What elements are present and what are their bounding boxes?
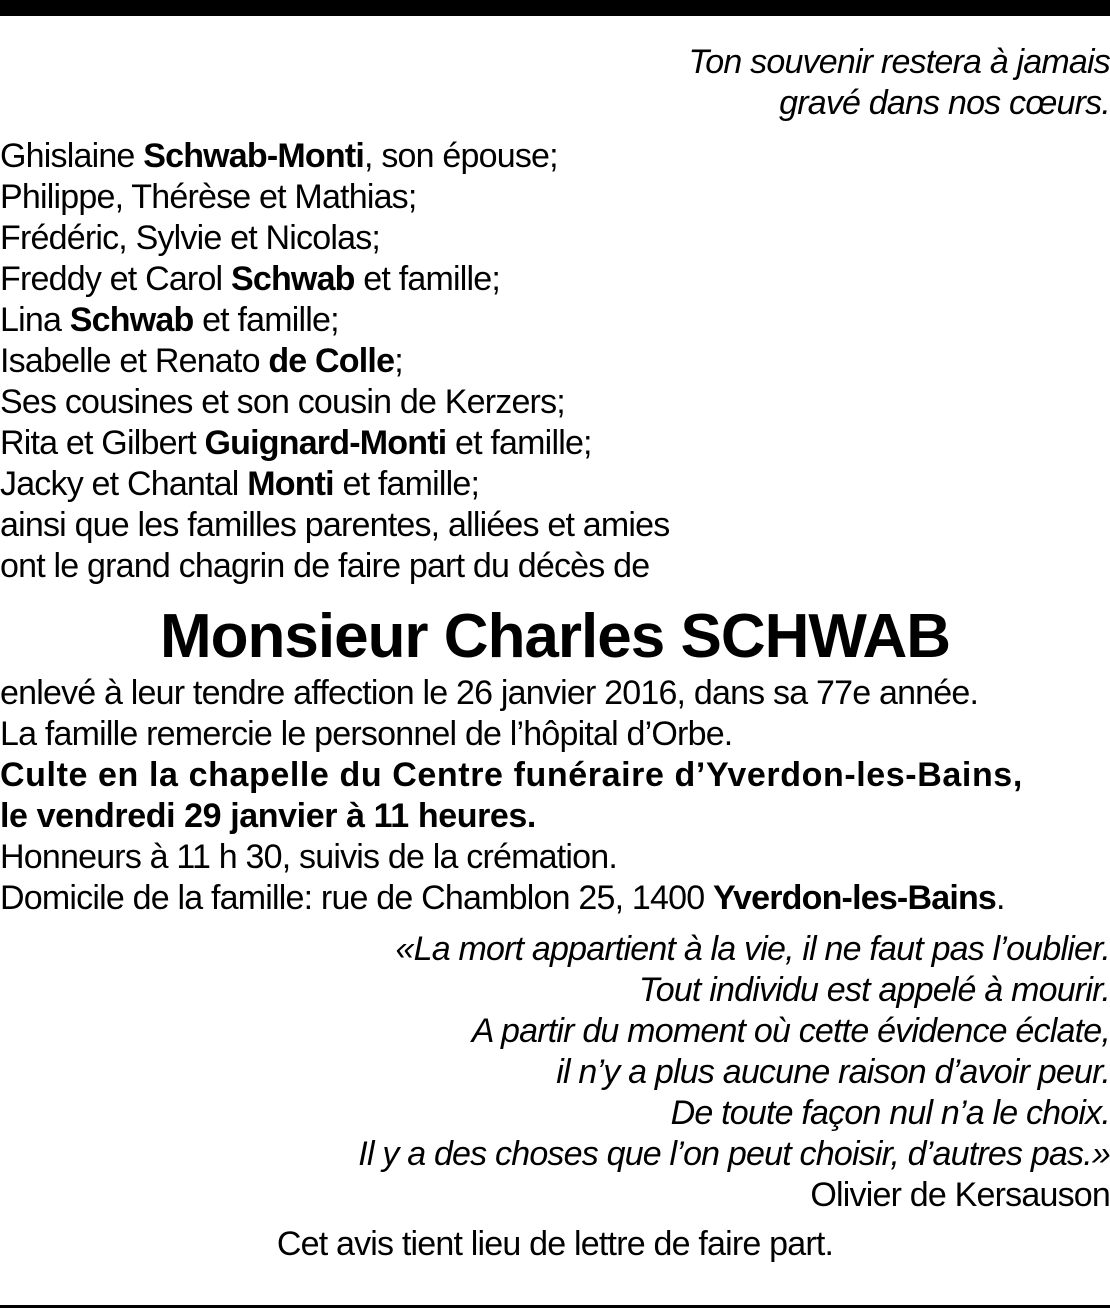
quote-line: Il y a des choses que l’on peut choisir, d’autres pas.» xyxy=(358,1135,1110,1173)
epigraph-line: Ton souvenir restera à jamais xyxy=(688,43,1110,81)
address-line xyxy=(0,878,1110,919)
family-surname: Schwab-Monti xyxy=(143,137,365,175)
quote-line: A partir du moment où cette évidence éclate, xyxy=(471,1012,1110,1050)
quote-line: il n’y a plus aucune raison d’avoir peur. xyxy=(556,1053,1110,1091)
family-line xyxy=(0,136,1110,177)
bottom-rule xyxy=(0,1305,1110,1308)
details xyxy=(0,673,1110,919)
address-text: Domicile de la famille: rue de Chamblon 25, 1400 xyxy=(0,879,713,917)
family-line xyxy=(0,505,1110,546)
quote-line: «La mort appartient à la vie, il ne faut pas l’oublier. xyxy=(395,930,1110,968)
family-line xyxy=(0,464,1110,505)
deceased-name: Monsieur Charles SCHWAB xyxy=(159,602,951,671)
family-text: Frédéric, Sylvie et Nicolas; xyxy=(0,219,381,257)
top-rule xyxy=(0,0,1110,16)
family-line xyxy=(0,382,1110,423)
family-surname: Monti xyxy=(247,465,334,503)
family-text: Ghislaine xyxy=(0,137,144,175)
family-text: Isabelle et Renato xyxy=(0,342,269,380)
family-line xyxy=(0,218,1110,259)
family-text: Philippe, Thérèse et Mathias; xyxy=(0,178,417,216)
family-text: Rita et Gilbert xyxy=(0,424,205,462)
family-text: Jacky et Chantal xyxy=(0,465,248,503)
details-line: La famille remercie le personnel de l’hôpital d’Orbe. xyxy=(0,715,733,753)
epigraph xyxy=(0,42,1110,124)
quote-author: Olivier de Kersauson xyxy=(810,1176,1110,1214)
quote xyxy=(0,929,1110,1175)
quote-line: De toute façon nul n’a le choix. xyxy=(670,1094,1110,1132)
details-line: enlevé à leur tendre affection le 26 janvier 2016, dans sa 77e année. xyxy=(0,674,979,712)
family-text: ont le grand chagrin de faire part du décès de xyxy=(0,547,650,585)
family-surname: Guignard-Monti xyxy=(204,424,447,462)
family-line xyxy=(0,300,1110,341)
family-text: et famille; xyxy=(193,301,339,339)
family-text: et famille; xyxy=(446,424,592,462)
family-line xyxy=(0,259,1110,300)
family-line xyxy=(0,423,1110,464)
family-surname: Schwab xyxy=(69,301,194,339)
family-line xyxy=(0,341,1110,382)
family-text: , son épouse; xyxy=(364,137,558,175)
family-text: Ses cousines et son cousin de Kerzers; xyxy=(0,383,565,421)
family-text: et famille; xyxy=(333,465,480,503)
quote-line: Tout individu est appelé à mourir. xyxy=(638,971,1110,1009)
family-line xyxy=(0,177,1110,218)
family-text: ; xyxy=(394,342,403,380)
family-text: ainsi que les familles parentes, alliées et amies xyxy=(0,506,670,544)
service-line: Culte en la chapelle du Centre funéraire d’Yverdon-les-Bains, xyxy=(0,756,1023,794)
family-surname: Schwab xyxy=(230,260,355,298)
obituary-notice xyxy=(0,42,1110,1265)
family-text: Freddy et Carol xyxy=(0,260,231,298)
service-line: le vendredi 29 janvier à 11 heures. xyxy=(0,797,536,835)
address-town: Yverdon-les-Bains xyxy=(712,879,997,917)
family-list xyxy=(0,136,1110,587)
honours-line: Honneurs à 11 h 30, suivis de la crémation. xyxy=(0,838,617,876)
address-text: . xyxy=(996,879,1005,917)
epigraph-line: gravé dans nos cœurs. xyxy=(779,84,1110,122)
family-text: Lina xyxy=(0,301,70,339)
family-surname: de Colle xyxy=(268,342,395,380)
notice-line: Cet avis tient lieu de lettre de faire part. xyxy=(276,1225,834,1263)
family-line xyxy=(0,546,1110,587)
family-text: et famille; xyxy=(354,260,500,298)
